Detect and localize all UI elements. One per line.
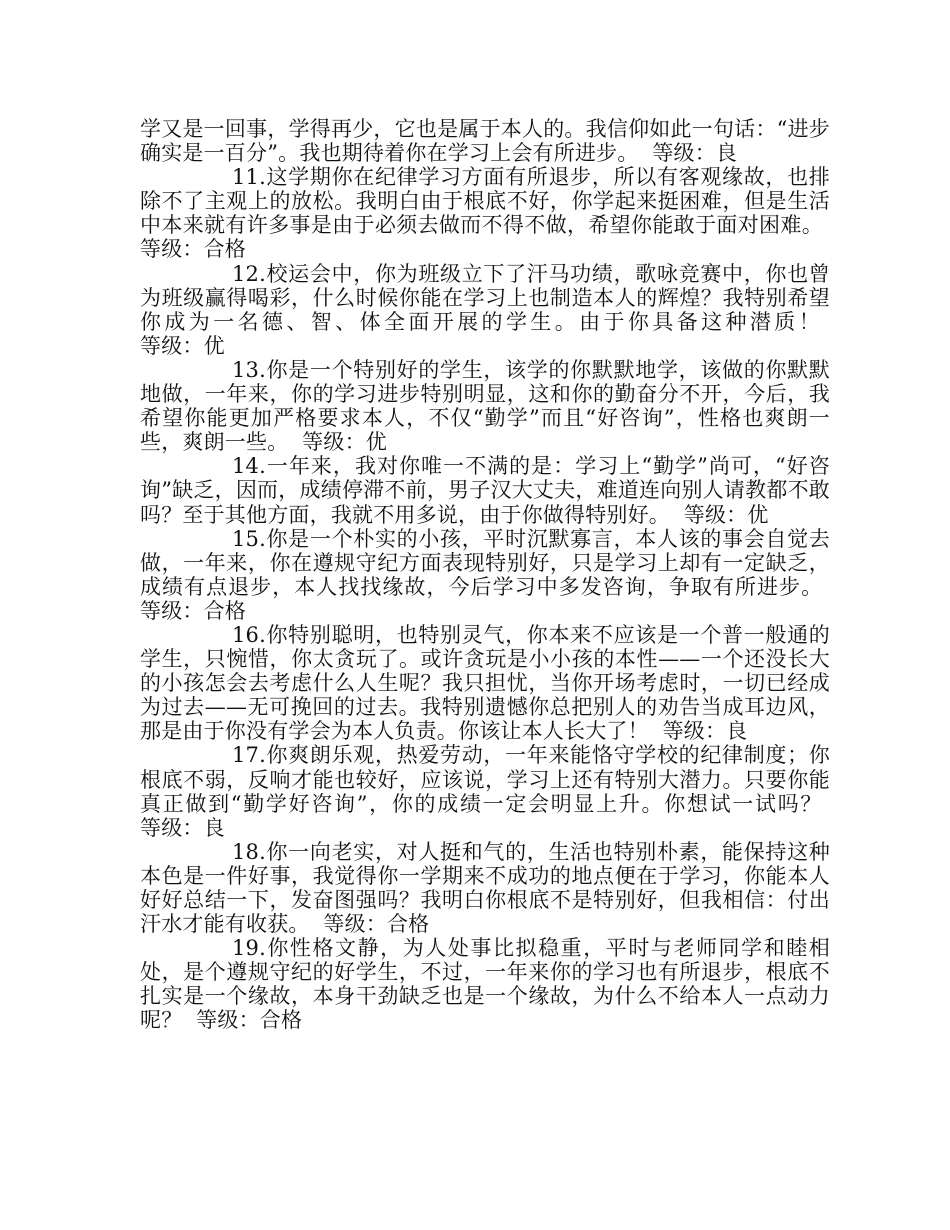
comment-paragraph-10-continued bbox=[140, 117, 830, 165]
paragraph-text: 16.你特别聪明，也特别灵气，你本来不应该是一个普一般通的学生，只惋惜，你太贪玩了。或许贪玩是小小孩的本性——一个还没长大的小孩怎会去考虑什么人生呢？我只担忧，当你开场考虑时，一切已经成为过去——无可挽回的过去。我特别遗憾你总把别人的劝告当成耳边风，那是由于你没有学会为本人负责。你该让本人长大了！ bbox=[140, 622, 830, 744]
paragraph-text: 11.这学期你在纪律学习方面有所退步，所以有客观缘故，也排除不了主观上的放松。我明白由于根底不好，你学起来挺困难，但是生活中本来就有许多事是由于必须去做而不得不做，希望你能敢于面对困难。 bbox=[140, 165, 830, 238]
comment-paragraph-14 bbox=[140, 454, 830, 526]
grade-label: 等级：合格 bbox=[196, 1008, 303, 1033]
paragraph-text: 学又是一回事，学得再少，它也是属于本人的。我信仰如此一句话：“进步确实是一百分”。我也期待着你在学习上会有所进步。 bbox=[140, 117, 830, 166]
paragraph-text: 14.一年来，我对你唯一不满的是：学习上“勤学”尚可，“好咨询”缺乏，因而，成绩停滞不前，男子汉大丈夫，难道连向别人请教都不敢吗？至于其他方面，我就不用多说，由于你做得特别好。 bbox=[140, 454, 830, 527]
grade-label: 等级：合格 bbox=[323, 912, 430, 937]
comment-paragraph-18 bbox=[140, 840, 830, 936]
grade-label: 等级：优 bbox=[140, 333, 225, 358]
comment-paragraph-15 bbox=[140, 527, 830, 623]
paragraph-text: 13.你是一个特别好的学生，该学的你默默地学，该做的你默默地做，一年来，你的学习进步特别明显，这和你的勤奋分不开，今后，我希望你能更加严格要求本人，不仅“勤学”而且“好咨询”，性格也爽朗一些，爽朗一些。 bbox=[140, 357, 830, 455]
comment-paragraph-17 bbox=[140, 743, 830, 839]
grade-label: 等级：良 bbox=[662, 719, 748, 744]
grade-label: 等级：合格 bbox=[140, 598, 246, 623]
document-body bbox=[140, 117, 830, 1033]
comment-paragraph-11 bbox=[140, 165, 830, 261]
paragraph-text: 17.你爽朗乐观，热爱劳动，一年来能恪守学校的纪律制度；你根底不弱，反响才能也较好，应该说，学习上还有特别大潜力。只要你能真正做到“勤学好咨询”，你的成绩一定会明显上升。你想试一试吗？ bbox=[140, 743, 830, 816]
grade-label: 等级：良 bbox=[140, 815, 225, 840]
paragraph-text: 12.校运会中，你为班级立下了汗马功绩，歌咏竞赛中，你也曾为班级赢得喝彩，什么时候你能在学习上也制造本人的辉煌？我特别希望你成为一名德、智、体全面开展的学生。由于你具备这种潜质！ bbox=[140, 261, 830, 334]
paragraph-text: 19.你性格文静，为人处事比拟稳重，平时与老师同学和睦相处，是个遵规守纪的好学生，不过，一年来你的学习也有所退步，根底不扎实是一个缘故，本身干劲缺乏也是一个缘故，为什么不给本人一点动力呢？ bbox=[140, 936, 830, 1033]
comment-paragraph-19 bbox=[140, 936, 830, 1032]
paragraph-text: 18.你一向老实，对人挺和气的，生活也特别朴素，能保持这种本色是一件好事，我觉得你一学期来不成功的地点便在于学习，你能本人好好总结一下，发奋图强吗？我明白你根底不是特别好，但我相信：付出汗水才能有收获。 bbox=[140, 839, 830, 937]
comment-paragraph-13 bbox=[140, 358, 830, 454]
paragraph-text: 15.你是一个朴实的小孩，平时沉默寡言，本人该的事会自觉去做，一年来，你在遵规守纪方面表现特别好，只是学习上却有一定缺乏，成绩有点退步，本人找找缘故，今后学习中多发咨询，争取有所进步。 bbox=[140, 526, 830, 599]
grade-label: 等级：良 bbox=[652, 141, 738, 166]
grade-label: 等级：合格 bbox=[140, 237, 246, 262]
comment-paragraph-12 bbox=[140, 262, 830, 358]
grade-label: 等级：优 bbox=[302, 430, 387, 455]
grade-label: 等级：优 bbox=[683, 502, 769, 527]
comment-paragraph-16 bbox=[140, 623, 830, 743]
